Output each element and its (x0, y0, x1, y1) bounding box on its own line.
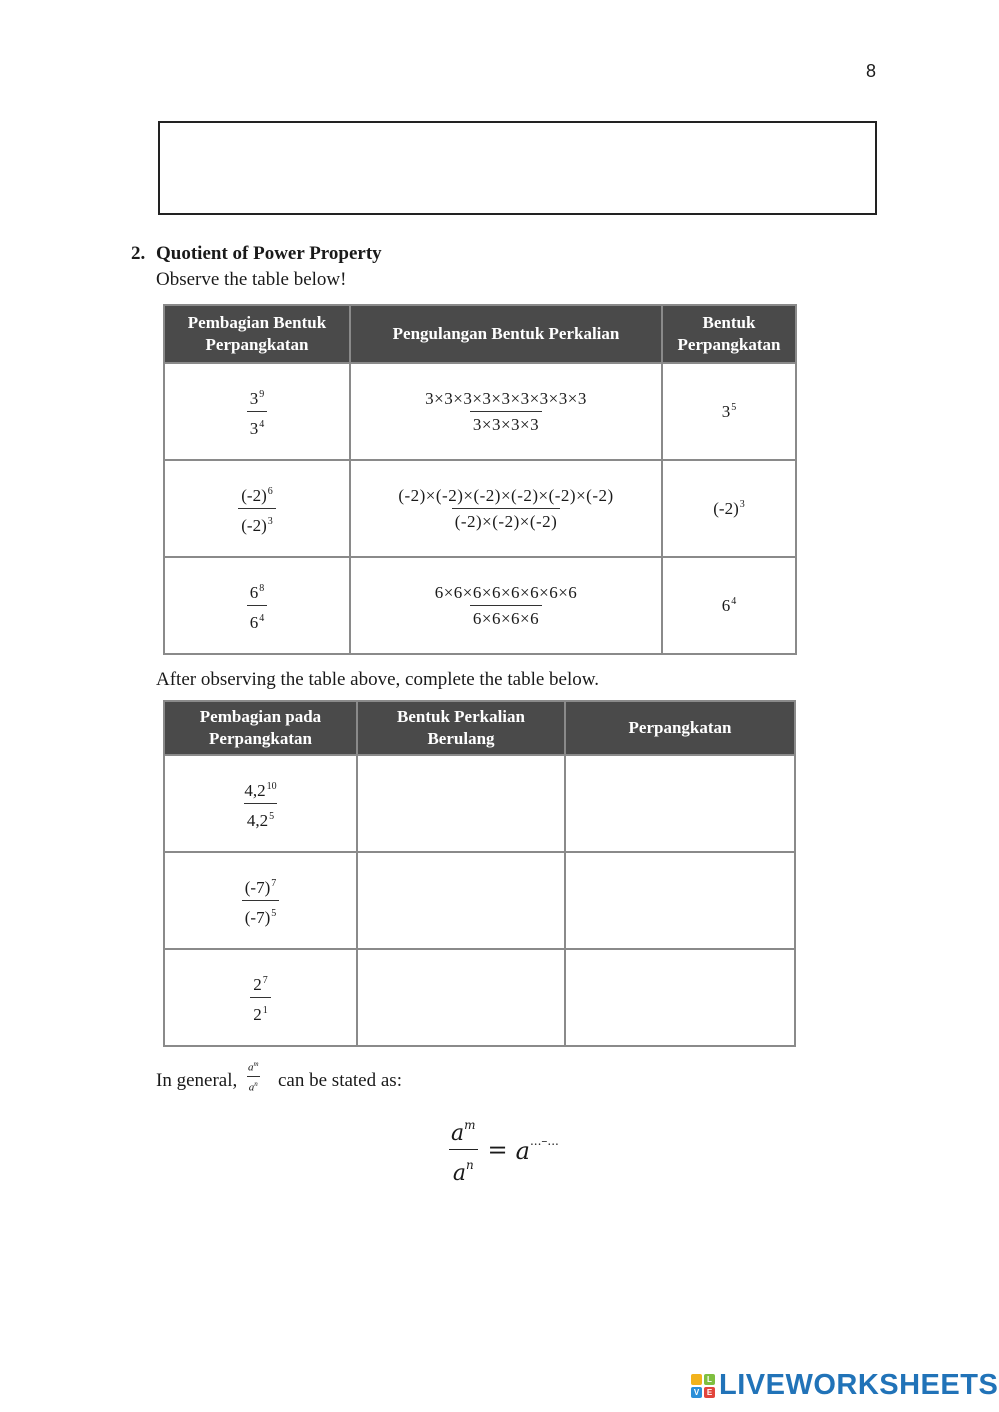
table-row (164, 949, 795, 1046)
result-power-cell: $3^5$ (662, 363, 796, 460)
intro-text: Observe the table below! (156, 269, 347, 290)
repeated-multiplication-answer[interactable] (357, 949, 565, 1046)
general-prefix: In general, (156, 1070, 238, 1091)
instruction-text: After observing the table above, complete the table below. (156, 669, 599, 690)
power-fraction-cell (164, 949, 357, 1046)
power-answer[interactable] (565, 852, 795, 949)
example-table (163, 304, 797, 655)
table-row (164, 852, 795, 949)
logo-icon: L V E (691, 1374, 715, 1398)
repeated-multiplication-answer[interactable] (357, 852, 565, 949)
repeated-product-cell (350, 557, 662, 654)
power-fraction-cell (164, 363, 350, 460)
result-power-cell: $6^4$ (662, 557, 796, 654)
equals-sign: = (487, 1135, 508, 1164)
table-row (164, 755, 795, 852)
header-cell: Pembagian Bentuk Perpangkatan (164, 305, 350, 363)
power-fraction-cell (164, 557, 350, 654)
header-cell: Perpangkatan (565, 701, 795, 755)
section-number: 2. (131, 243, 146, 264)
exercise-table (163, 700, 796, 1047)
section-heading (131, 243, 382, 265)
power-fraction: $\frac{2^7}{2^1}$ (250, 971, 271, 1025)
repeated-product-cell (350, 363, 662, 460)
power-answer[interactable] (565, 755, 795, 852)
page-number: 8 (866, 61, 877, 81)
repeated-product-fraction: $\frac{(-2)\times(-2)\times(-2)\times(-2)\times(-2)\times(-2)}{(-2)\times(-2)\times(-2)}$ (398, 485, 614, 531)
power-fraction: $\frac{6^8}{6^4}$ (247, 579, 268, 633)
repeated-product-fraction: $\frac{6\times 6\times 6\times 6\times 6\times 6\times 6\times 6}{6\times 6\times 6\times 6}$ (434, 582, 578, 628)
header-cell: Bentuk Perkalian Berulang (357, 701, 565, 755)
power-fraction-cell (164, 852, 357, 949)
power-fraction: $\frac{3^9}{3^4}$ (247, 385, 268, 439)
repeated-product-cell (350, 460, 662, 557)
general-mini-fraction: $\frac{a^m}{a^n}$ (248, 1060, 259, 1094)
power-fraction: $\frac{(-7)^7}{(-7)^5}$ (242, 874, 279, 928)
repeated-product-fraction: $\frac{3\times 3\times 3\times 3\times 3\times 3\times 3\times 3\times 3}{3\times 3\times 3\times 3}$ (425, 388, 587, 434)
formula-result: a...–... (515, 1134, 559, 1165)
quotient-formula (447, 1112, 559, 1187)
table-row (164, 557, 796, 654)
power-fraction-cell (164, 755, 357, 852)
header-cell: Pembagian pada Perpangkatan (164, 701, 357, 755)
logo-text: LIVEWORKSHEETS (719, 1369, 999, 1401)
general-suffix: can be stated as: (278, 1070, 402, 1091)
power-answer[interactable] (565, 949, 795, 1046)
liveworksheets-logo (691, 1369, 998, 1402)
table-row (164, 363, 796, 460)
table-row (164, 460, 796, 557)
power-fraction: $\frac{4,2^{10}}{4,2^5}$ (244, 780, 277, 830)
formula-fraction: $\frac{a^m}{a^n}$ (447, 1112, 480, 1187)
section-title: Quotient of Power Property (156, 243, 382, 264)
answer-box[interactable] (158, 121, 877, 215)
result-power-cell: $(-2)^3$ (662, 460, 796, 557)
repeated-multiplication-answer[interactable] (357, 755, 565, 852)
exponent-blank[interactable]: ...–... (529, 1134, 559, 1148)
power-fraction-cell (164, 460, 350, 557)
header-cell: Bentuk Perpangkatan (662, 305, 796, 363)
header-cell: Pengulangan Bentuk Perkalian (350, 305, 662, 363)
power-fraction: $\frac{(-2)^6}{(-2)^3}$ (238, 482, 275, 536)
